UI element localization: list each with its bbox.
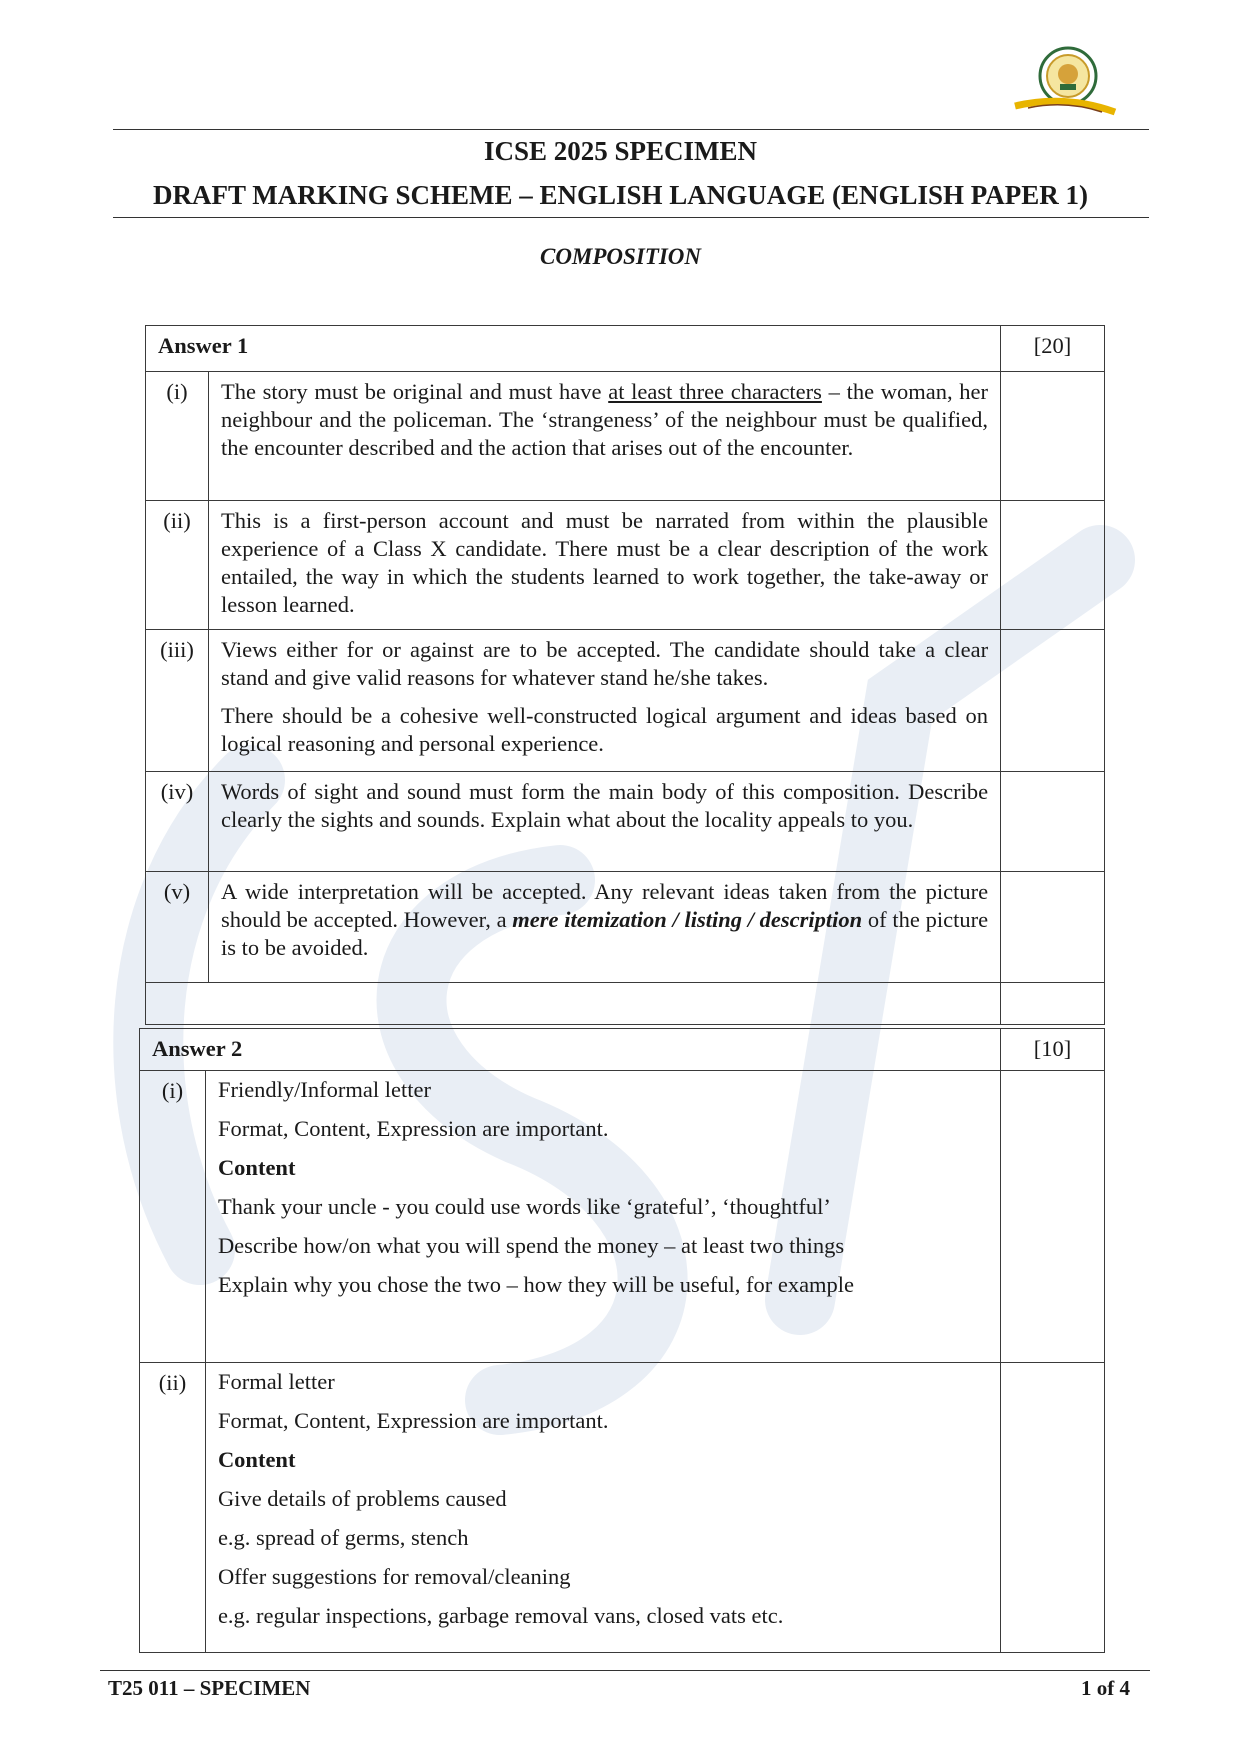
marks-cell (1001, 1071, 1105, 1363)
header-top-rule (113, 129, 1149, 130)
fce-note: Format, Content, Expression are important. (217, 1116, 609, 1141)
answer1-label: Answer 1 (146, 326, 1001, 372)
marks-cell (1001, 1363, 1105, 1653)
table-row (146, 501, 1105, 630)
content-line: e.g. regular inspections, garbage removal vans, closed vats etc. (217, 1603, 784, 1628)
item-number: (iv) (146, 772, 209, 872)
content-line: Describe how/on what you will spend the money – at least two things (217, 1233, 845, 1258)
page-subtitle: DRAFT MARKING SCHEME – ENGLISH LANGUAGE (ENGLISH PAPER 1) (152, 180, 1089, 210)
marks-cell (1001, 872, 1105, 983)
item-text (205, 1363, 1000, 1653)
table-row (146, 872, 1105, 983)
footer-code: T25 011 – SPECIMEN (108, 1676, 311, 1700)
marks-cell (1001, 372, 1105, 501)
answer1-table (145, 325, 1105, 1025)
page-number: 1 of 4 (1081, 1676, 1130, 1700)
letter-type: Formal letter (217, 1369, 335, 1394)
answer2-marks: [10] (1001, 1029, 1105, 1071)
item-text: The story must be original and must have at least three characters – the woman, her neighbour and the policeman. The ‘strangeness’ of the neighbour must be qualified, the encounter described and the action that arises out of the encounter. (208, 372, 1000, 501)
content-line: Explain why you chose the two – how they will be useful, for example (217, 1272, 855, 1297)
item-number: (iii) (146, 630, 209, 772)
item-number: (i) (140, 1071, 206, 1363)
content-heading: Content (217, 1155, 296, 1180)
item-text: This is a first-person account and must be narrated from within the plausible experience of a Class X candidate. There must be a clear description of the work entailed, the way in which the students learned to work together, the take-away or lesson learned. (208, 501, 1000, 630)
item-text (205, 1071, 1000, 1363)
item-text: Words of sight and sound must form the main body of this composition. Describe clearly the sights and sounds. Explain what about the locality appeals to you. (208, 772, 1000, 872)
item-number: (v) (146, 872, 209, 983)
page-title: ICSE 2025 SPECIMEN (483, 136, 758, 166)
marks-cell (1001, 630, 1105, 772)
answer1-header-row (146, 326, 1105, 372)
content-heading: Content (217, 1447, 296, 1472)
marks-cell (1001, 501, 1105, 630)
subtitle-rule (113, 217, 1149, 218)
table-row (140, 1363, 1105, 1653)
table-row (140, 1071, 1105, 1363)
table-row (146, 372, 1105, 501)
item-text: A wide interpretation will be accepted. Any relevant ideas taken from the picture should be accepted. However, a mere itemization / listing / description of the picture is to be avoided. (208, 872, 1000, 983)
answer2-header-row (140, 1029, 1105, 1071)
content-line: e.g. spread of germs, stench (217, 1525, 469, 1550)
item-number: (ii) (140, 1363, 206, 1653)
content-line: Give details of problems caused (217, 1486, 507, 1511)
table-row (146, 772, 1105, 872)
answer2-table (139, 1028, 1105, 1653)
content-line: Thank your uncle - you could use words like ‘grateful’, ‘thoughtful’ (217, 1194, 831, 1219)
letter-type: Friendly/Informal letter (217, 1077, 431, 1102)
cisce-logo (1010, 44, 1120, 124)
underlined-phrase: at least three characters (608, 379, 822, 404)
footer-rule (100, 1670, 1150, 1671)
item-number: (ii) (146, 501, 209, 630)
item-number: (i) (146, 372, 209, 501)
answer1-marks: [20] (1001, 326, 1105, 372)
table-row (146, 630, 1105, 772)
section-heading: COMPOSITION (539, 244, 702, 269)
emphasized-phrase: mere itemization / listing / description (512, 907, 863, 932)
marks-cell (1001, 772, 1105, 872)
fce-note: Format, Content, Expression are important. (217, 1408, 609, 1433)
item-text: Views either for or against are to be accepted. The candidate should take a clear stand and give valid reasons for whatever stand he/she takes. There should be a cohesive well-constructed logical argument and ideas based on logical reasoning and personal experience. (208, 630, 1000, 772)
content-line: Offer suggestions for removal/cleaning (217, 1564, 571, 1589)
answer2-label: Answer 2 (140, 1029, 1001, 1071)
spacer-row (146, 983, 1105, 1025)
